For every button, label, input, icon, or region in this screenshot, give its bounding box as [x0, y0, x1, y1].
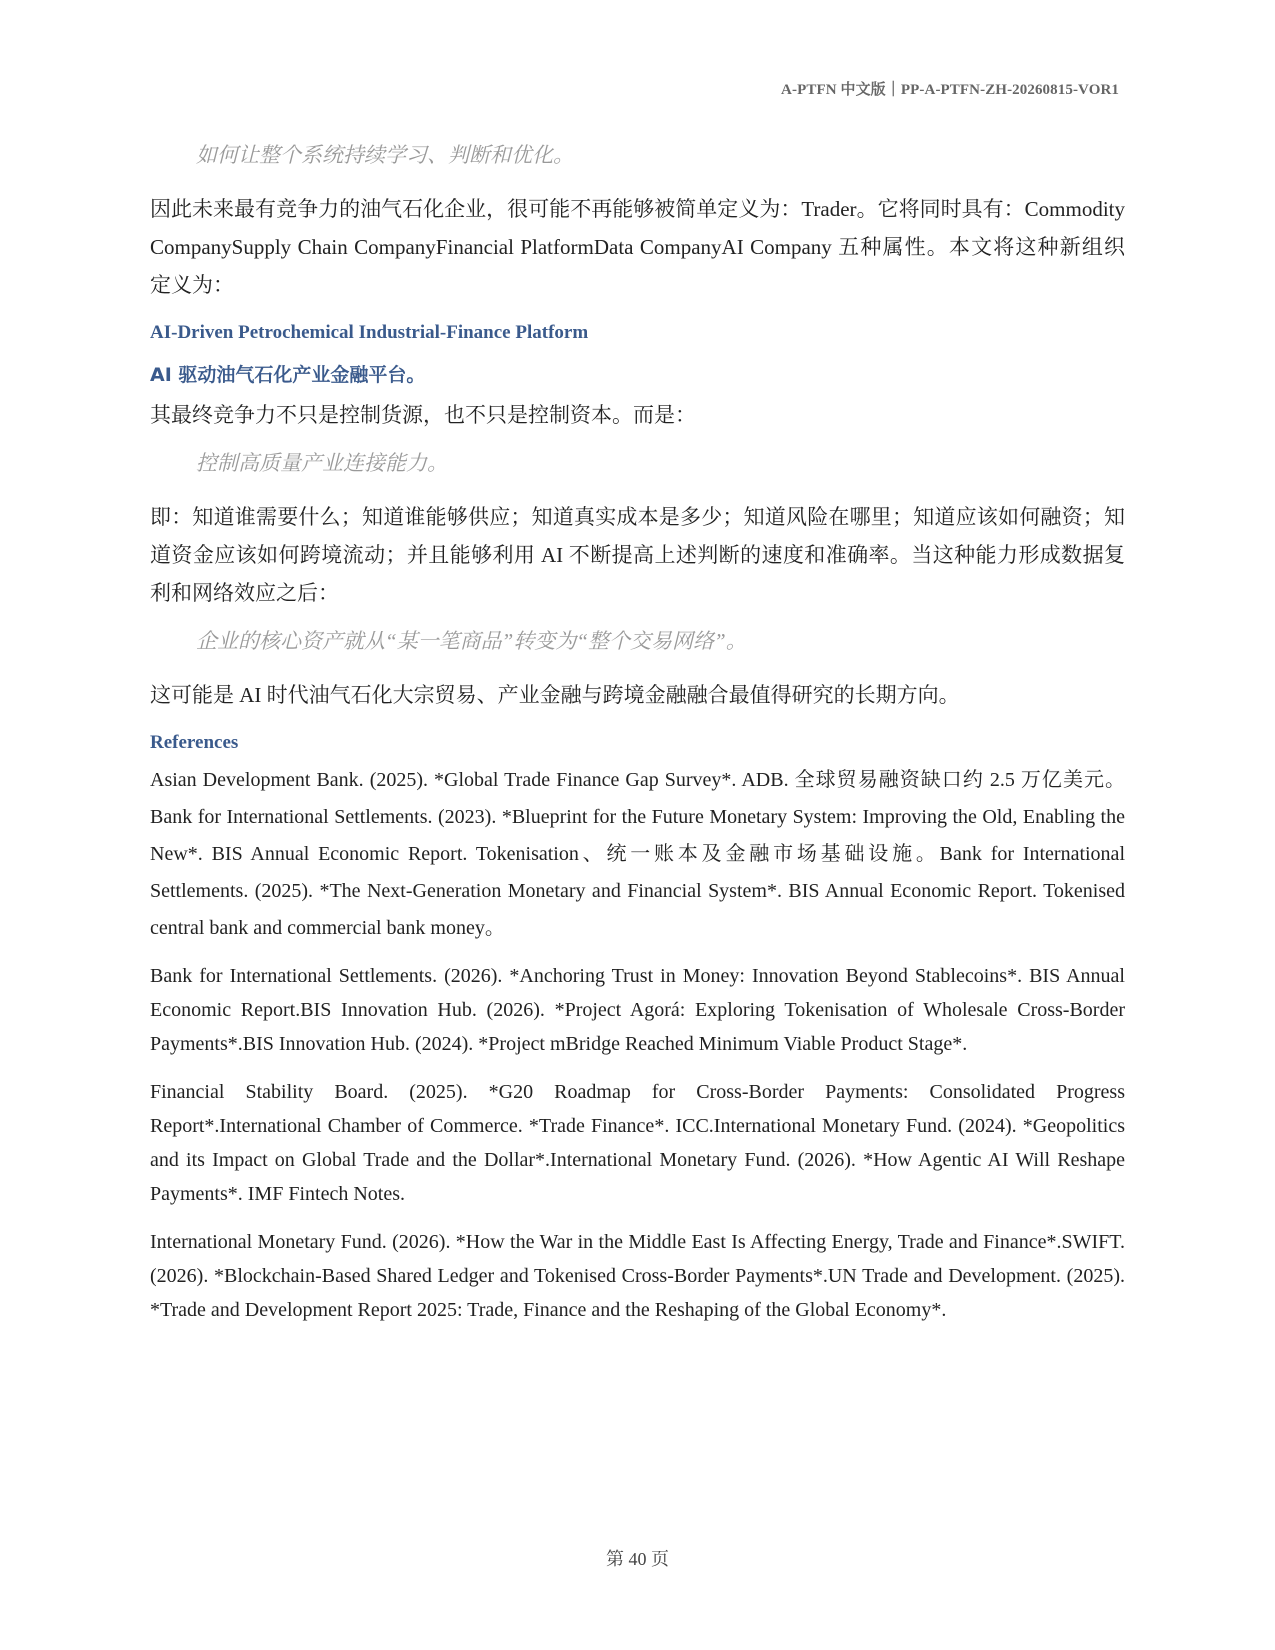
- reference-entry: Asian Development Bank. (2025). *Global Trade Finance Gap Survey*. ADB. 全球贸易融资缺口约 2.5 万亿美元。Bank for International Settlements. (2023). *Blueprint for the Future Monetary System: Improving the Old, Enabling the New*. BIS Annual Economic Report. Tokenisation、统一账本及金融市场基础设施。Bank for International Settlements. (2025). *The Next-Generation Monetary and Financial System*. BIS Annual Economic Report. Tokenised central bank and commercial bank money。: [150, 769, 1125, 939]
- paragraph-competitiveness: 其最终竞争力不只是控制货源，也不只是控制资本。而是：: [150, 403, 696, 427]
- paragraph-future-company: 因此未来最有竞争力的油气石化企业，很可能不再能够被简单定义为：Trader。它将同时具有：Commodity CompanySupply Chain CompanyFinancial PlatformData CompanyAI Company 五种属性。本文将这种新组织定义为：: [150, 197, 1125, 297]
- references-heading: References: [150, 732, 239, 753]
- paragraph-long-term-direction: 这可能是 AI 时代油气石化大宗贸易、产业金融与跨境金融融合最值得研究的长期方向。: [150, 683, 960, 707]
- heading-chinese: AI 驱动油气石化产业金融平台。: [150, 364, 426, 386]
- document-header: A-PTFN 中文版｜PP-A-PTFN-ZH-20260815-VOR1: [781, 82, 1119, 98]
- quote-connection-capability: 控制高质量产业连接能力。: [196, 451, 448, 475]
- heading-english: AI-Driven Petrochemical Industrial-Finance Platform: [150, 322, 589, 343]
- page-body: [150, 140, 1125, 1341]
- page-number: 第 40 页: [606, 1549, 669, 1569]
- reference-entry: Bank for International Settlements. (2026). *Anchoring Trust in Money: Innovation Beyond Stablecoins*. BIS Annual Economic Report.BIS Innovation Hub. (2026). *Project Agorá: Exploring Tokenisation of Wholesale Cross-Border Payments*.BIS Innovation Hub. (2024). *Project mBridge Reached Minimum Viable Product Stage*.: [150, 965, 1125, 1055]
- quote-core-asset: 企业的核心资产就从“某一笔商品”转变为“整个交易网络”。: [196, 629, 747, 653]
- reference-entry: International Monetary Fund. (2026). *How the War in the Middle East Is Affecting Energy, Trade and Finance*.SWIFT. (2026). *Blockchain-Based Shared Ledger and Tokenised Cross-Border Payments*.UN Trade and Development. (2025). *Trade and Development Report 2025: Trade, Finance and the Reshaping of the Global Economy*.: [150, 1231, 1125, 1321]
- reference-entry: Financial Stability Board. (2025). *G20 Roadmap for Cross-Border Payments: Consolidated Progress Report*.International Chamber of Commerce. *Trade Finance*. ICC.International Monetary Fund. (2024). *Geopolitics and its Impact on Global Trade and the Dollar*.International Monetary Fund. (2026). *How Agentic AI Will Reshape Payments*. IMF Fintech Notes.: [150, 1081, 1125, 1205]
- quote-system-learning: 如何让整个系统持续学习、判断和优化。: [196, 143, 574, 167]
- paragraph-knowledge: 即：知道谁需要什么；知道谁能够供应；知道真实成本是多少；知道风险在哪里；知道应该如何融资；知道资金应该如何跨境流动；并且能够利用 AI 不断提高上述判断的速度和准确率。当这种能力形成数据复利和网络效应之后：: [150, 505, 1125, 605]
